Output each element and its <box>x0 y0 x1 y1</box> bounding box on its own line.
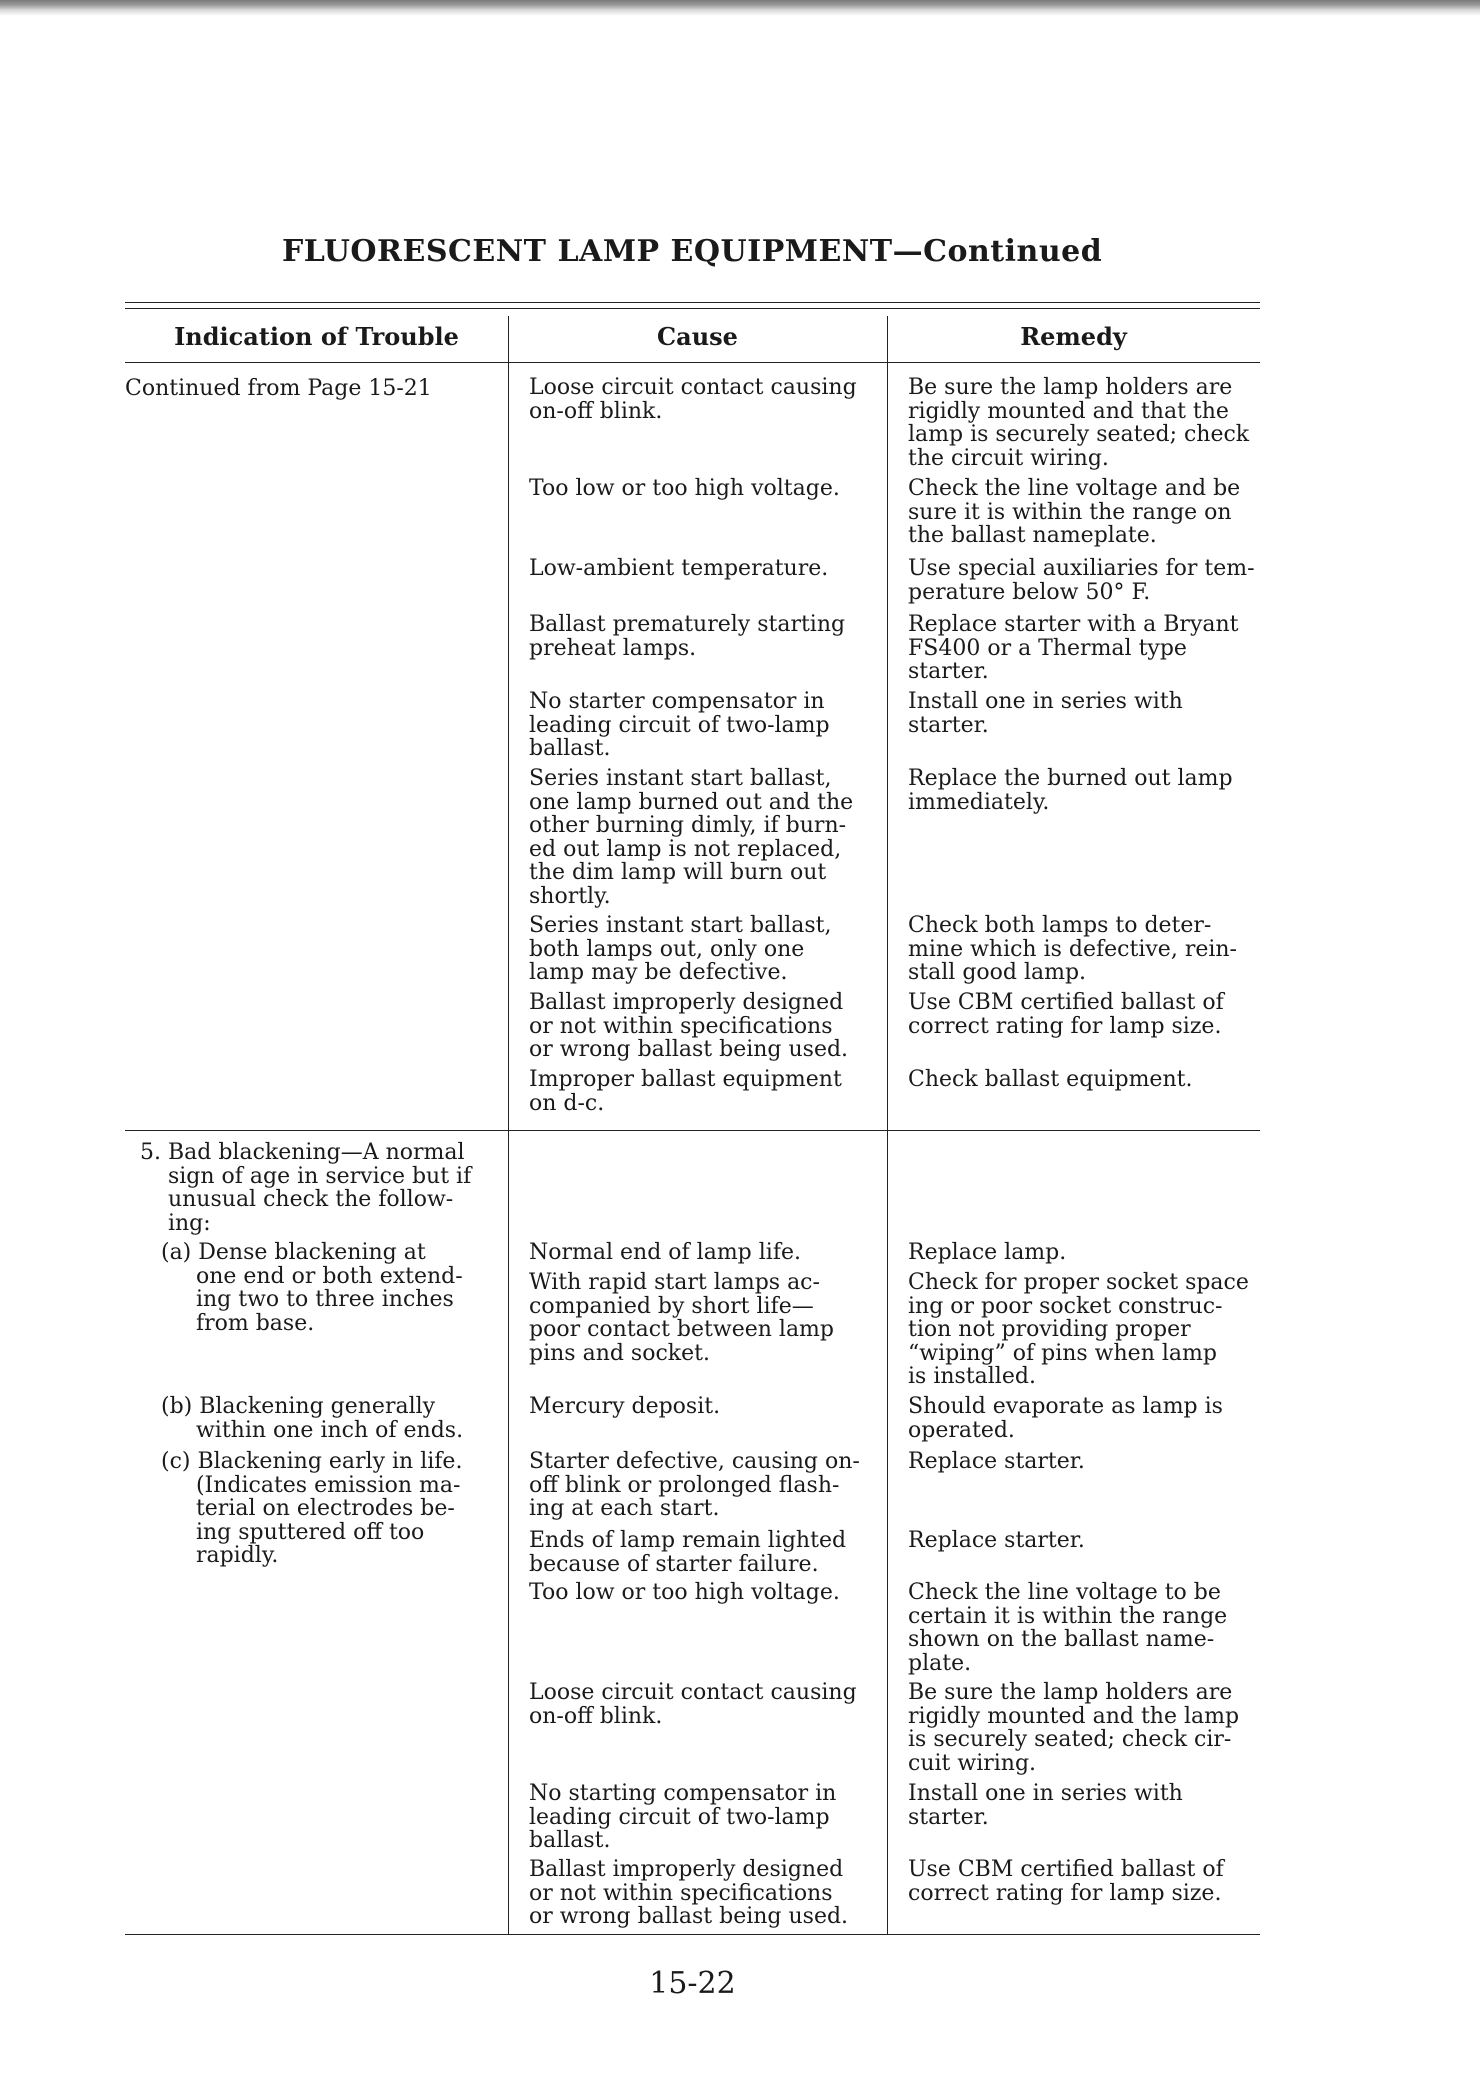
cause-cell: Ends of lamp remain lighted because of starter failure. <box>529 1528 847 1577</box>
page-number: 15-22 <box>649 1966 736 2001</box>
remedy-cell: Check both lamps to deter- mine which is defective, rein- stall good lamp. <box>908 913 1237 985</box>
cause-cell: Mercury deposit. <box>529 1394 721 1419</box>
page-title: FLUORESCENT LAMP EQUIPMENT—Continued <box>282 234 1103 269</box>
indication-continued: Continued from Page 15-21 <box>125 376 432 401</box>
remedy-cell: Use special auxiliaries for tem- perature below 50° F. <box>908 556 1255 605</box>
cause-cell: Series instant start ballast, both lamps out, only one lamp may be defective. <box>529 913 832 985</box>
table-top-rule <box>125 302 1260 303</box>
remedy-cell: Check for proper socket space ing or poor socket construc- tion not providing proper “wiping” of pins when lamp is installed. <box>908 1270 1249 1389</box>
remedy-cell: Replace starter. <box>908 1528 1085 1553</box>
cause-cell: With rapid start lamps ac- companied by short life— poor contact between lamp pins and socket. <box>529 1270 835 1366</box>
table-top-rule-2 <box>125 308 1260 309</box>
cause-cell: Loose circuit contact causing on-off blink. <box>529 1680 857 1729</box>
scan-edge <box>0 0 1480 16</box>
remedy-cell: Be sure the lamp holders are rigidly mounted and that the lamp is securely seated; check the circuit wiring. <box>908 375 1250 471</box>
header-indication: Indication of Trouble <box>174 322 459 351</box>
table-bottom-rule <box>125 1934 1260 1935</box>
header-remedy: Remedy <box>1020 322 1127 351</box>
remedy-cell: Use CBM certified ballast of correct rating for lamp size. <box>908 990 1224 1039</box>
cause-cell: No starting compensator in leading circuit of two-lamp ballast. <box>529 1781 837 1853</box>
cause-cell: Too low or too high voltage. <box>529 476 840 501</box>
remedy-cell: Check the line voltage to be certain it is within the range shown on the ballast name- plate. <box>908 1580 1228 1676</box>
remedy-cell: Install one in series with starter. <box>908 1781 1183 1830</box>
remedy-cell: Replace the burned out lamp immediately. <box>908 766 1233 815</box>
remedy-cell: Replace lamp. <box>908 1240 1067 1265</box>
cause-cell: No starter compensator in leading circuit of two-lamp ballast. <box>529 689 830 761</box>
column-divider-1 <box>508 316 509 1934</box>
header-cause: Cause <box>657 322 738 351</box>
remedy-cell: Use CBM certified ballast of correct rating for lamp size. <box>908 1857 1224 1906</box>
remedy-cell: Be sure the lamp holders are rigidly mounted and the lamp is securely seated; check cir- cuit wiring. <box>908 1680 1240 1776</box>
section-rule <box>125 1130 1260 1131</box>
cause-cell: Ballast improperly designed or not within specifications or wrong ballast being used. <box>529 990 849 1062</box>
cause-cell: Improper ballast equipment on d-c. <box>529 1067 842 1116</box>
cause-cell: Too low or too high voltage. <box>529 1580 840 1605</box>
remedy-cell: Should evaporate as lamp is operated. <box>908 1394 1223 1443</box>
indication-item-5: 5. Bad blackening—A normal sign of age in service but if unusual check the follow- ing: <box>140 1140 472 1236</box>
remedy-cell: Check ballast equipment. <box>908 1067 1193 1092</box>
cause-cell: Loose circuit contact causing on-off blink. <box>529 375 857 424</box>
remedy-cell: Check the line voltage and be sure it is within the range on the ballast nameplate. <box>908 476 1241 548</box>
remedy-cell: Replace starter. <box>908 1449 1085 1474</box>
cause-cell: Series instant start ballast, one lamp burned out and the other burning dimly, if burn- ed out lamp is not replaced, the dim lamp will burn out shortly. <box>529 766 854 909</box>
cause-cell: Normal end of lamp life. <box>529 1240 801 1265</box>
column-divider-2 <box>887 316 888 1934</box>
cause-cell: Ballast prematurely starting preheat lamps. <box>529 612 846 661</box>
indication-item-5b: (b) Blackening generally within one inch of ends. <box>160 1394 464 1443</box>
remedy-cell: Replace starter with a Bryant FS400 or a Thermal type starter. <box>908 612 1239 684</box>
remedy-cell: Install one in series with starter. <box>908 689 1183 738</box>
indication-item-5a: (a) Dense blackening at one end or both extend- ing two to three inches from base. <box>160 1240 463 1336</box>
header-rule <box>125 362 1260 363</box>
indication-item-5c: (c) Blackening early in life. (Indicates emission ma- terial on electrodes be- ing sputtered off too rapidly. <box>160 1449 463 1568</box>
cause-cell: Low-ambient temperature. <box>529 556 829 581</box>
cause-cell: Starter defective, causing on- off blink or prolonged flash- ing at each start. <box>529 1449 860 1521</box>
cause-cell: Ballast improperly designed or not within specifications or wrong ballast being used. <box>529 1857 849 1929</box>
